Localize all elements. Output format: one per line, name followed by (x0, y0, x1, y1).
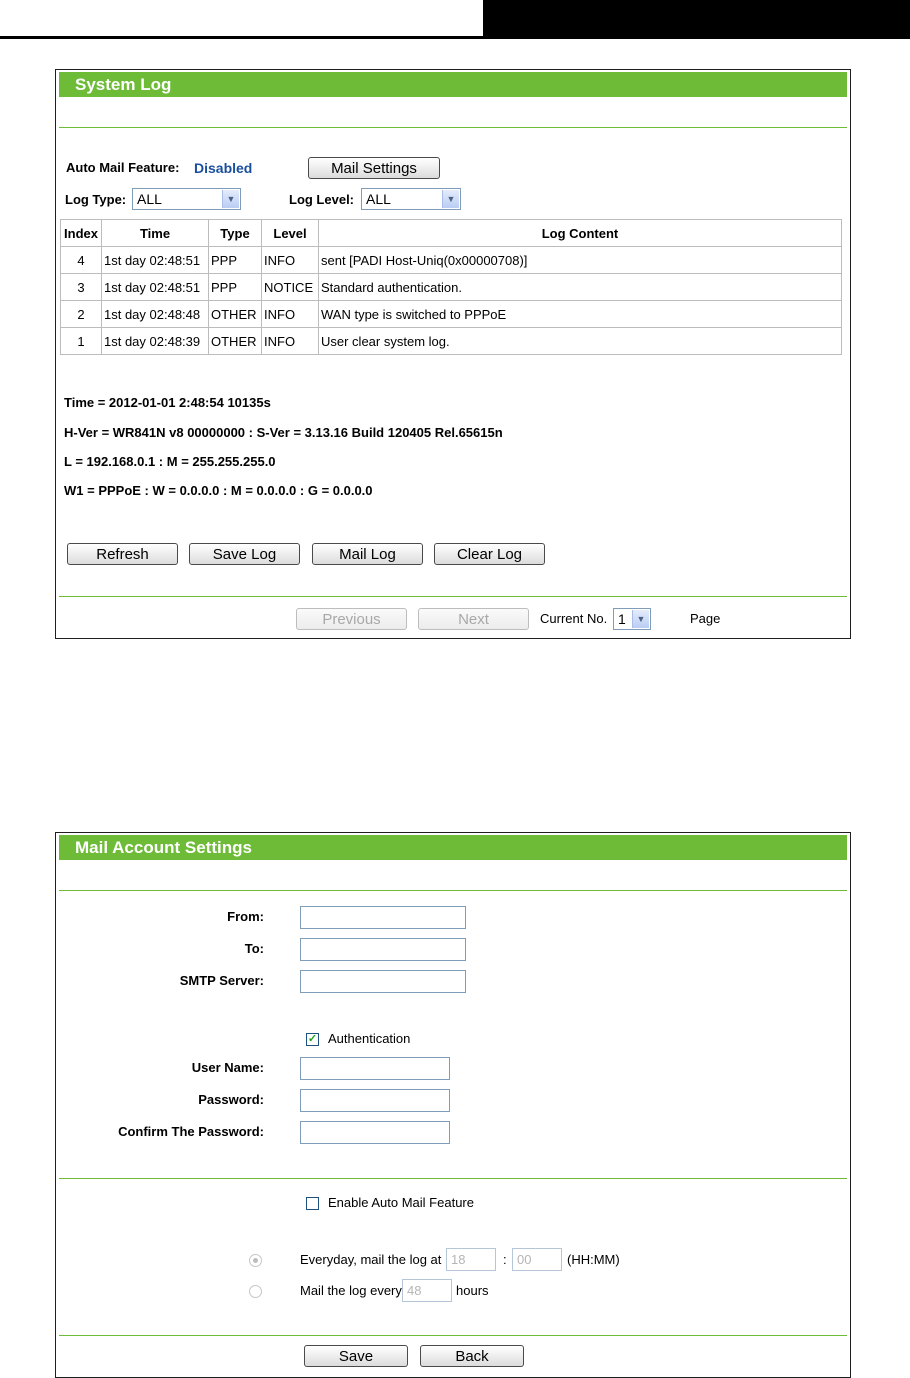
column-header: Time (102, 220, 209, 247)
time-separator: : (503, 1252, 507, 1267)
table-row (61, 328, 842, 355)
everyday-minute-field[interactable] (512, 1248, 562, 1271)
panel-title: System Log (59, 72, 847, 97)
clear-log-button[interactable]: Clear Log (434, 543, 545, 565)
from-label: From: (227, 909, 264, 924)
cell-level: NOTICE (262, 274, 319, 301)
mail-every-hours-field[interactable] (402, 1279, 452, 1302)
table-row (61, 274, 842, 301)
column-header: Index (61, 220, 102, 247)
auto-mail-status: Disabled (194, 160, 253, 176)
smtp-server-field[interactable] (300, 970, 466, 993)
system-log-panel (55, 69, 851, 639)
enable-auto-mail-label: Enable Auto Mail Feature (328, 1195, 474, 1210)
divider (59, 127, 847, 128)
cell-time: 1st day 02:48:51 (102, 247, 209, 274)
divider (59, 596, 847, 597)
username-label: User Name: (191, 1060, 264, 1075)
mail-log-button[interactable]: Mail Log (312, 543, 423, 565)
cell-level: INFO (262, 301, 319, 328)
cell-index: 1 (61, 328, 102, 355)
cell-level: INFO (262, 247, 319, 274)
chevron-down-icon: ▼ (632, 610, 649, 628)
log-type-select[interactable] (132, 188, 241, 210)
chevron-down-icon: ▼ (222, 190, 239, 208)
info-lan: L = 192.168.0.1 : M = 255.255.255.0 (64, 454, 276, 469)
confirm-password-field[interactable] (300, 1121, 450, 1144)
info-time: Time = 2012-01-01 2:48:54 10135s (64, 395, 271, 410)
mail-account-settings-panel (55, 832, 851, 1378)
everyday-label: Everyday, mail the log at (300, 1252, 442, 1267)
cell-level: INFO (262, 328, 319, 355)
current-page-value: 1 (618, 611, 626, 627)
previous-button[interactable]: Previous (296, 608, 407, 630)
current-no-label: Current No. (540, 611, 608, 626)
refresh-button[interactable]: Refresh (67, 543, 178, 565)
log-level-select[interactable] (361, 188, 461, 210)
info-version: H-Ver = WR841N v8 00000000 : S-Ver = 3.13.16 Build 120405 Rel.65615n (64, 425, 503, 440)
password-field[interactable] (300, 1089, 450, 1112)
everyday-radio[interactable] (249, 1254, 262, 1267)
mail-settings-button[interactable]: Mail Settings (308, 157, 440, 179)
table-header-row (61, 220, 842, 247)
cell-content: sent [PADI Host-Uniq(0x00000708)] (319, 247, 842, 274)
cell-type: PPP (209, 274, 262, 301)
cell-time: 1st day 02:48:39 (102, 328, 209, 355)
auto-mail-label: Auto Mail Feature: (66, 160, 180, 175)
password-label: Password: (198, 1092, 264, 1107)
log-type-value: ALL (137, 191, 162, 207)
cell-type: OTHER (209, 301, 262, 328)
header-black-block (483, 0, 910, 37)
header-rule (0, 36, 910, 39)
smtp-server-label: SMTP Server: (179, 973, 264, 988)
column-header: Log Content (319, 220, 842, 247)
save-button[interactable]: Save (304, 1345, 408, 1367)
divider (59, 1335, 847, 1336)
log-level-value: ALL (366, 191, 391, 207)
cell-type: PPP (209, 247, 262, 274)
current-page-select[interactable] (613, 608, 651, 630)
authentication-label: Authentication (328, 1031, 411, 1046)
next-button[interactable]: Next (418, 608, 529, 630)
cell-content: Standard authentication. (319, 274, 842, 301)
cell-content: User clear system log. (319, 328, 842, 355)
column-header: Type (209, 220, 262, 247)
everyday-hour-field[interactable] (446, 1248, 496, 1271)
cell-index: 3 (61, 274, 102, 301)
chevron-down-icon: ▼ (442, 190, 459, 208)
column-header: Level (262, 220, 319, 247)
page-header-bar (0, 0, 910, 40)
mail-every-label: Mail the log every (300, 1283, 402, 1298)
log-level-label: Log Level: (289, 192, 355, 207)
cell-time: 1st day 02:48:51 (102, 274, 209, 301)
username-field[interactable] (300, 1057, 450, 1080)
back-button[interactable]: Back (420, 1345, 524, 1367)
authentication-checkbox[interactable] (306, 1033, 319, 1046)
cell-type: OTHER (209, 328, 262, 355)
table-row (61, 301, 842, 328)
from-field[interactable] (300, 906, 466, 929)
mail-every-radio[interactable] (249, 1285, 262, 1298)
table-row (61, 247, 842, 274)
cell-content: WAN type is switched to PPPoE (319, 301, 842, 328)
divider (59, 890, 847, 891)
hours-label: hours (456, 1283, 489, 1298)
to-field[interactable] (300, 938, 466, 961)
cell-index: 2 (61, 301, 102, 328)
log-type-label: Log Type: (65, 192, 127, 207)
page-label: Page (690, 611, 721, 626)
log-table (60, 219, 842, 355)
info-wan: W1 = PPPoE : W = 0.0.0.0 : M = 0.0.0.0 : G = 0.0.0.0 (64, 483, 373, 498)
to-label: To: (244, 941, 264, 956)
save-log-button[interactable]: Save Log (189, 543, 300, 565)
cell-time: 1st day 02:48:48 (102, 301, 209, 328)
panel-title: Mail Account Settings (59, 835, 847, 860)
time-format-label: (HH:MM) (567, 1252, 620, 1267)
checkmark-icon: ✓ (307, 1033, 318, 1045)
cell-index: 4 (61, 247, 102, 274)
enable-auto-mail-checkbox[interactable] (306, 1197, 319, 1210)
confirm-password-label: Confirm The Password: (118, 1124, 264, 1139)
divider (59, 1178, 847, 1179)
